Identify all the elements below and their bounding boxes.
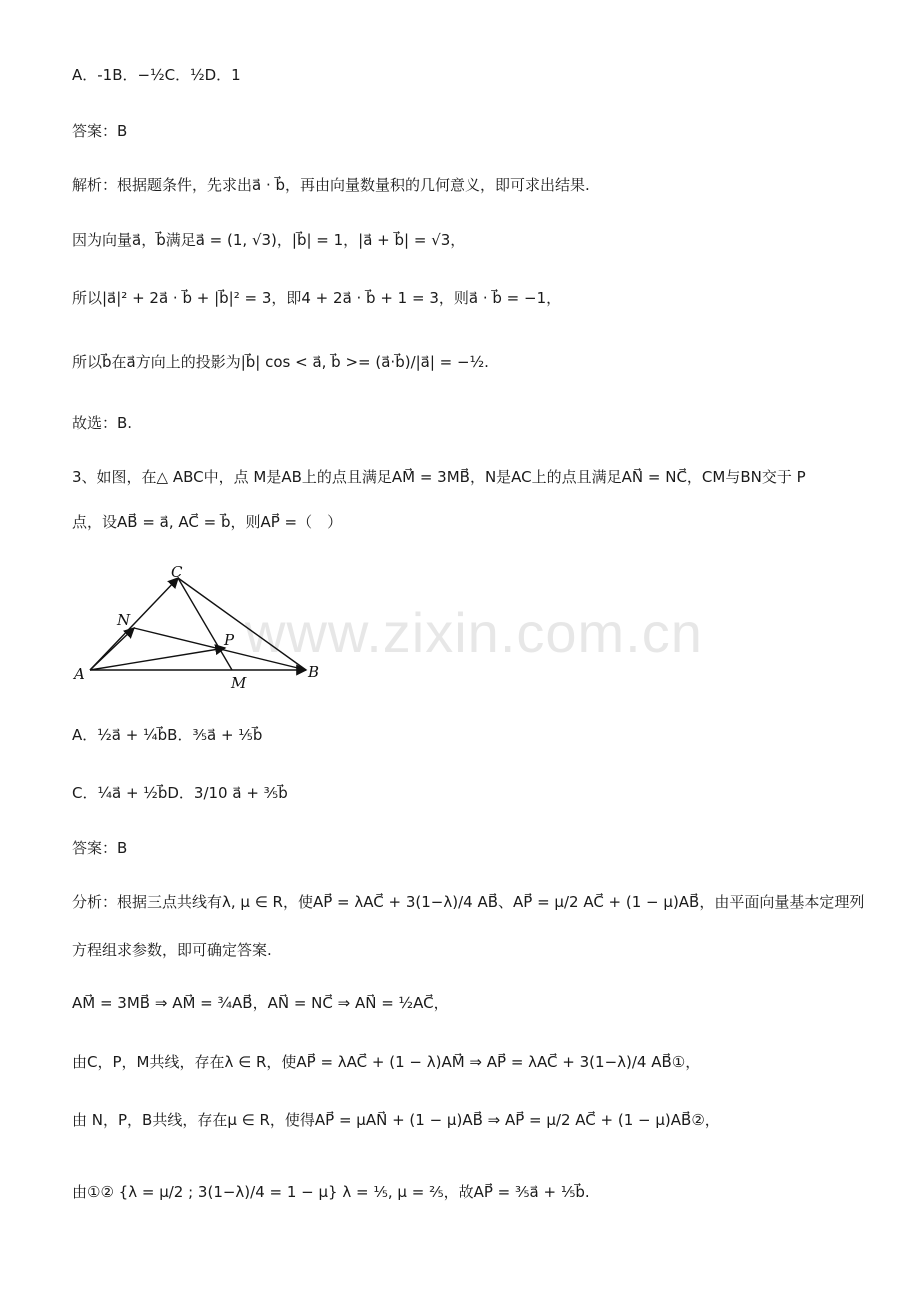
- watermark: www.zixin.com.cn: [245, 601, 703, 664]
- options-question-2: A．-1B．−½C．½D．1: [72, 66, 241, 84]
- segment-ac: [90, 578, 178, 670]
- triangle-diagram: [70, 558, 330, 693]
- solution-step-2: 由C，P，M共线，存在λ ∈ R，使AP⃗ = λAC⃗ + (1 − λ)AM⃗ ⇒ AP⃗ = λAC⃗ + 3(1−λ)/4 AB⃗①，: [72, 1053, 701, 1071]
- explanation-step-1: 因为向量a⃗，b⃗满足a⃗ = (1, √3)，|b⃗| = 1，|a⃗ + b⃗| = √3，: [72, 231, 466, 249]
- answer-question-3: 答案：B: [72, 839, 128, 857]
- label-b: B: [308, 663, 320, 681]
- explanation-intro: 解析：根据题条件，先求出a⃗ · b⃗，再由向量数量积的几何意义，即可求出结果.: [72, 176, 590, 194]
- solution-step-4: 由①② {λ = μ/2 ; 3(1−λ)/4 = 1 − μ} λ = ⅕, μ = ⅖，故AP⃗ = ⅗a⃗ + ⅕b⃗.: [72, 1183, 590, 1201]
- label-a: A: [74, 665, 85, 683]
- options-question-3-ab: A．½a⃗ + ¼b⃗B．⅗a⃗ + ⅕b⃗: [72, 726, 263, 744]
- choice-conclusion: 故选：B.: [72, 414, 133, 432]
- label-n: N: [117, 611, 131, 629]
- segment-cm: [178, 578, 232, 670]
- segment-cb: [178, 578, 306, 670]
- analysis-intro: 分析：根据三点共线有λ, μ ∈ R，使AP⃗ = λAC⃗ + 3(1−λ)/4 AB⃗、AP⃗ = μ/2 AC⃗ + (1 − μ)AB⃗，由平面向量基本定理列: [72, 893, 865, 911]
- question-3-stem-continued: 点，设AB⃗ = a⃗, AC⃗ = b⃗，则AP⃗ =（ ）: [72, 513, 343, 531]
- explanation-step-3: 所以b⃗在a⃗方向上的投影为|b⃗| cos < a⃗, b⃗ >= (a⃗·b⃗)/|a⃗| = −½.: [72, 353, 489, 371]
- options-question-3-cd: C．¼a⃗ + ½b⃗D．3/10 a⃗ + ⅗b⃗: [72, 784, 288, 802]
- explanation-step-2: 所以|a⃗|² + 2a⃗ · b⃗ + |b⃗|² = 3，即4 + 2a⃗ · b⃗ + 1 = 3，则a⃗ · b⃗ = −1，: [72, 289, 562, 307]
- answer-question-2: 答案：B: [72, 122, 128, 140]
- label-m: M: [231, 674, 247, 692]
- label-p: P: [224, 631, 235, 649]
- solution-step-1: AM⃗ = 3MB⃗ ⇒ AM⃗ = ¾AB⃗，AN⃗ = NC⃗ ⇒ AN⃗ = ½AC⃗，: [72, 994, 449, 1012]
- label-c: C: [171, 563, 183, 581]
- question-3-stem: 3、如图，在△ ABC中，点 M是AB上的点且满足AM⃗ = 3MB⃗，N是AC上的点且满足AN⃗ = NC⃗，CM与BN交于 P: [72, 468, 806, 486]
- analysis-intro-continued: 方程组求参数，即可确定答案.: [72, 941, 272, 959]
- solution-step-3: 由 N，P，B共线，存在μ ∈ R，使得AP⃗ = μAN⃗ + (1 − μ)AB⃗ ⇒ AP⃗ = μ/2 AC⃗ + (1 − μ)AB⃗②，: [72, 1111, 720, 1129]
